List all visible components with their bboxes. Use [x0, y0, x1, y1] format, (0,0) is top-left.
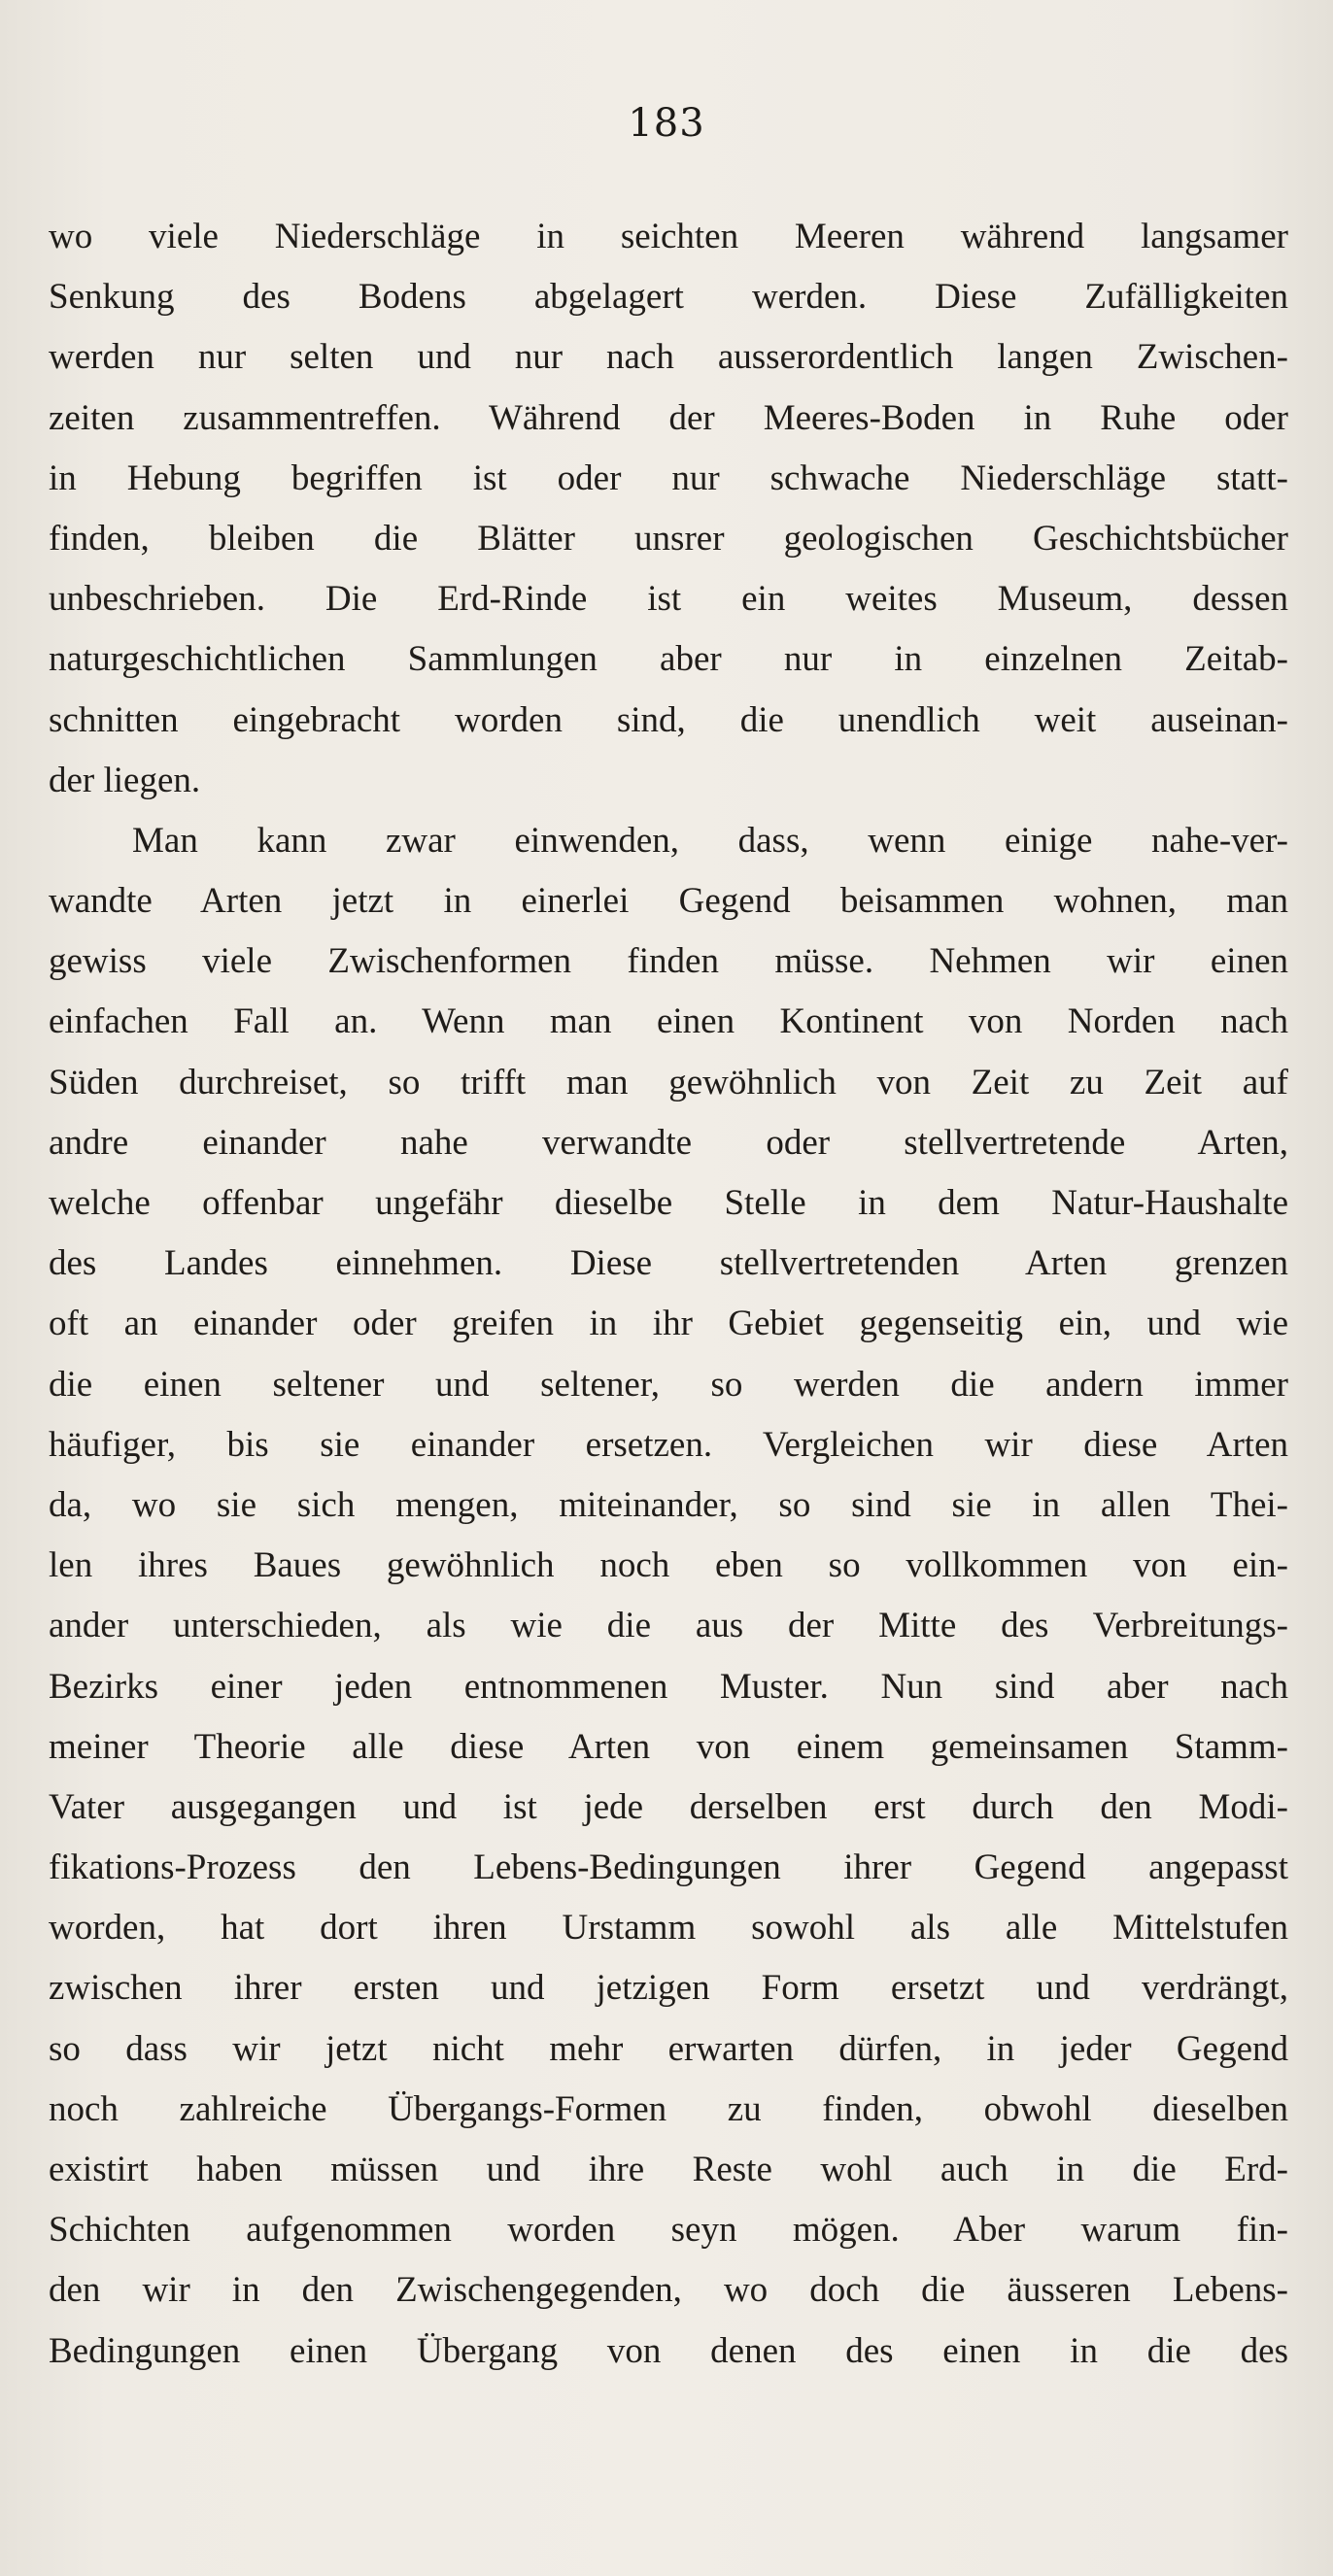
text-line: wo viele Niederschläge in seichten Meeren während langsamer: [49, 217, 1288, 256]
text-line: des Landes einnehmen. Diese stellvertretenden Arten grenzen: [49, 1243, 1288, 1284]
text-line: zeiten zusammentreffen. Während der Meeres-Boden in Ruhe oder: [49, 397, 1288, 438]
text-line: Vater ausgegangen und ist jede derselben erst durch den Modi-: [49, 1786, 1288, 1827]
text-line: Senkung des Bodens abgelagert werden. Diese Zufälligkeiten: [49, 277, 1288, 318]
text-line: gewiss viele Zwischenformen finden müsse. Nehmen wir einen: [49, 941, 1288, 982]
text-line: fikations-Prozess den Lebens-Bedingungen ihrer Gegend angepasst: [49, 1847, 1288, 1888]
text-line: welche offenbar ungefähr dieselbe Stelle in dem Natur-Haushalte: [49, 1183, 1288, 1223]
text-line: oft an einander oder greifen in ihr Gebiet gegenseitig ein, und wie: [49, 1304, 1288, 1344]
text-line: len ihres Baues gewöhnlich noch eben so vollkommen von ein-: [49, 1545, 1288, 1586]
paragraph: [49, 207, 1288, 811]
text-line: zwischen ihrer ersten und jetzigen Form ersetzt und verdrängt,: [49, 1968, 1288, 2009]
text-line: andre einander nahe verwandte oder stellvertretende Arten,: [49, 1122, 1288, 1163]
text-line: werden nur selten und nur nach ausserordentlich langen Zwischen-: [49, 337, 1288, 378]
text-line: noch zahlreiche Übergangs-Formen zu finden, obwohl dieselben: [49, 2088, 1288, 2129]
text-line: Bedingungen einen Übergang von denen des einen in die des: [49, 2330, 1288, 2371]
body-text: [49, 207, 1288, 2382]
page-number: 183: [628, 101, 705, 146]
text-line: ander unterschieden, als wie die aus der Mitte des Verbreitungs-: [49, 1606, 1288, 1646]
text-line: worden, hat dort ihren Urstamm sowohl als alle Mittelstufen: [49, 1908, 1288, 1949]
text-line: finden, bleiben die Blätter unsrer geologischen Geschichtsbücher: [49, 518, 1288, 559]
text-line: die einen seltener und seltener, so werden die andern immer: [49, 1364, 1288, 1405]
text-line: den wir in den Zwischengegenden, wo doch die äusseren Lebens-: [49, 2270, 1288, 2311]
text-line: Schichten aufgenommen worden seyn mögen. Aber warum fin-: [49, 2210, 1288, 2251]
text-line: naturgeschichtlichen Sammlungen aber nur in einzelnen Zeitab-: [49, 639, 1288, 680]
text-line: existirt haben müssen und ihre Reste wohl auch in die Erd-: [49, 2150, 1288, 2189]
text-line: der liegen.: [49, 760, 201, 800]
text-line: unbeschrieben. Die Erd-Rinde ist ein weites Museum, dessen: [49, 579, 1288, 620]
text-line: in Hebung begriffen ist oder nur schwache Niederschläge statt-: [49, 458, 1288, 498]
text-line: schnitten eingebracht worden sind, die unendlich weit auseinan-: [49, 699, 1288, 740]
text-line: häufiger, bis sie einander ersetzen. Vergleichen wir diese Arten: [49, 1424, 1288, 1465]
text-line: einfachen Fall an. Wenn man einen Kontinent von Norden nach: [49, 1001, 1288, 1042]
text-line: so dass wir jetzt nicht mehr erwarten dürfen, in jeder Gegend: [49, 2028, 1288, 2069]
paragraph: [49, 811, 1288, 2382]
text-line: meiner Theorie alle diese Arten von einem gemeinsamen Stamm-: [49, 1726, 1288, 1767]
text-line: Man kann zwar einwenden, dass, wenn einige nahe-ver-: [132, 820, 1288, 861]
text-line: Süden durchreiset, so trifft man gewöhnlich von Zeit zu Zeit auf: [49, 1062, 1288, 1102]
text-line: wandte Arten jetzt in einerlei Gegend beisammen wohnen, man: [49, 881, 1288, 922]
text-line: da, wo sie sich mengen, miteinander, so sind sie in allen Thei-: [49, 1484, 1288, 1525]
text-line: Bezirks einer jeden entnommenen Muster. Nun sind aber nach: [49, 1666, 1288, 1707]
